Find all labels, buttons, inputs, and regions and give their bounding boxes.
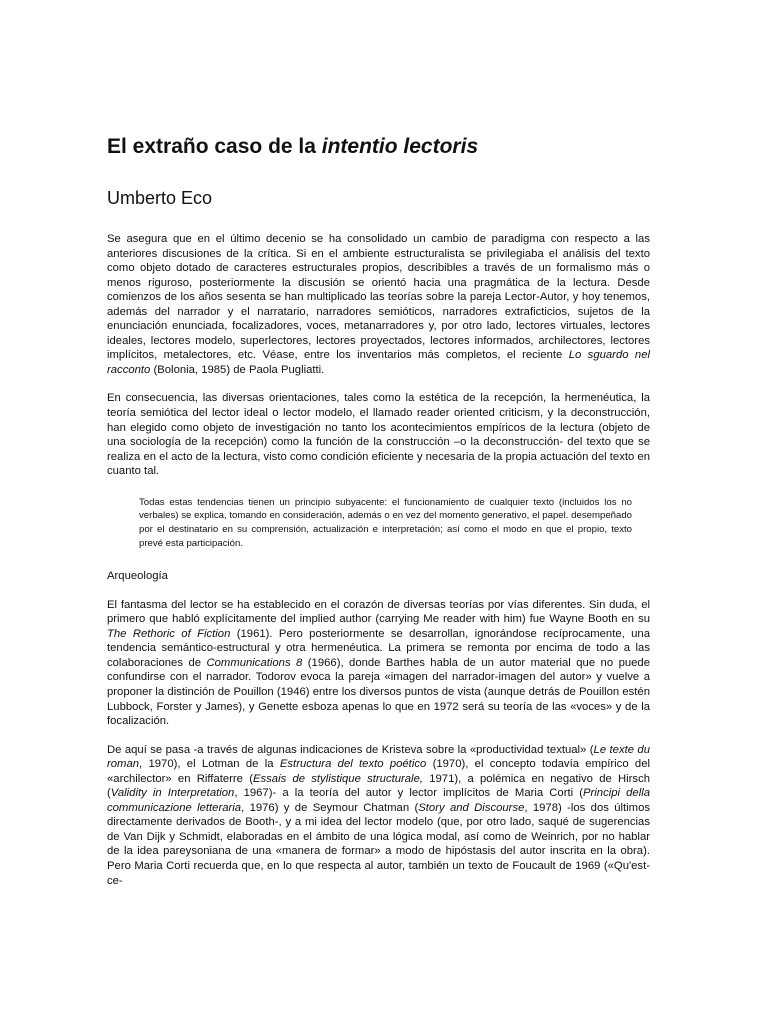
paragraph-3-book-title: The Rethoric of Fiction — [107, 627, 231, 640]
paragraph-2: En consecuencia, las diversas orientaciones, tales como la estética de la recepción, la hermenéutica, la teoría semiótica del lector ideal o lector modelo, el llamado reader oriented criticism, y la deconstrucción, han elegido como objeto de investigación no tanto los acontecimientos empíricos de la lectura (objeto de una sociología de la recepción) como la función de la construcción –o la deconstrucción- del texto que se realiza en el acto de la lectura, visto como condición eficiente y necesaria de la propia actuación del texto en cuanto tal. — [107, 392, 650, 478]
paragraph-4-text-e: , 1967)- a la teoría del autor y lector implícitos de Maria Corti ( — [234, 787, 583, 800]
paragraph-4-text-g: , 1978) -los dos últimos directamente derivados de Booth-, y a mi idea del lector modelo (que, por otro lado, saqué de sugerencias de Van Dijk y Schmidt, elaboradas en el ámbito de una lógica modal, así como de Weinrich, por no hablar de la idea pareysoniana de una «manera de formar» a modo de hipóstasis del autor inscrita en la obra). Pero Maria Corti recuerda que, en lo que respecta al autor, también un texto de Foucault de 1969 («Qu'est-ce- — [107, 801, 651, 887]
section-heading: Arqueología — [107, 570, 168, 583]
paragraph-4-text-c: (1970), el concepto todavía empírico del «archilector» en Riffaterre ( — [107, 758, 650, 785]
title-plain: El extraño caso de la — [107, 135, 322, 158]
paragraph-4-title-2: Estructura del texto poético — [279, 758, 427, 771]
paragraph-3-text-b: (1961). Pero posteriormente se desarrollan, ignorándose recíprocamente, una tendencia semántico-estructural y otra hermenéutica. La primera se remonta por encima de todo a las colaboraciones de — [107, 627, 650, 669]
document-body — [107, 232, 650, 888]
paragraph-4-text-a: De aquí se pasa -a través de algunas indicaciones de Kristeva sobre la «productividad textual» ( — [107, 743, 594, 756]
paragraph-1 — [107, 232, 650, 377]
paragraph-4-text-f: , 1976) y de Seymour Chatman ( — [241, 801, 419, 814]
title-italic: intentio lectoris — [321, 135, 479, 158]
paragraph-4-title-3: Essais de stylistique structurale, — [252, 772, 423, 785]
paragraph-3 — [107, 598, 650, 729]
paragraph-4-title-5: Principi della communicazione letteraria — [107, 787, 650, 814]
paragraph-3-text-a: El fantasma del lector se ha establecido en el corazón de diversas teorías por vías diferentes. Sin duda, el primero que habló explícitamente del implied author (carrying Me reader with him) fue Wayne Booth en su — [107, 598, 650, 626]
block-quote: Todas estas tendencias tienen un principio subyacente: el funcionamiento de cualquier texto (incluidos los no verbales) se explica, tomando en consideración, además o en vez del momento generativo, el papel. desempeñado por el destinatario en su comprensión, actualización e interpretación; así como el modo en que el propio, texto prevé esta participación. — [139, 496, 632, 549]
paragraph-3-journal-title: Communications 8 — [206, 656, 303, 669]
paragraph-4 — [107, 743, 650, 888]
paragraph-4-text-b: , 1970), el Lotman de la — [139, 758, 280, 771]
paragraph-4-title-4: Validity in Interpretation — [110, 787, 235, 800]
author-name: Umberto Eco — [107, 188, 213, 208]
paragraph-4-text-d: 1971), a polémica en negativo de Hirsch ( — [107, 772, 651, 800]
paragraph-3-text-c: (1966), donde Barthes habla de un autor material que no puede confundirse con el narrador. Todorov evoca la pareja «imagen del narrador-imagen del autor» y vuelve a proponer la distinción de Pouillon (1946) entre los diversos puntos de vista (aunque detrás de Pouillon estén Lubbock, Forster y James), y Genette esboza apenas lo que en 1972 será su teoría de las «voces» y de la focalización. — [107, 656, 650, 728]
paragraph-4-title-1: Le texte du roman — [107, 743, 650, 771]
paragraph-1-text-b: (Bolonia, 1985) de Paola Pugliatti. — [150, 363, 325, 376]
paragraph-1-book-title: Lo sguardo nel racconto — [107, 349, 650, 376]
paragraph-1-text-a: Se asegura que en el último decenio se ha consolidado un cambio de paradigma con respecto a las anteriores discusiones de la crítica. Si en el ambiente estructuralista se privilegiaba el análisis del texto como objeto dotado de caracteres estructurales propios, describibles a través de un formalismo más o menos riguroso, posteriormente la discusión se orientó hacia una pragmática de la lectura. Desde comienzos de los años sesenta se han multiplicado las teorías sobre la pareja Lector-Autor, y hoy tenemos, además del narrador y el narratario, narradores semióticos, narradores extraficticios, sujetos de la enunciación enunciada, focalizadores, voces, metanarradores y, por otro lado, lectores virtuales, lectores ideales, lectores modelo, superlectores, lectores proyectados, lectores informados, archilectores, lectores implícitos, metalectores, etc. Véase, entre los inventarios más completos, el reciente — [107, 233, 650, 362]
paragraph-4-title-6: Story and Discourse — [418, 801, 525, 814]
document-title — [107, 133, 650, 161]
